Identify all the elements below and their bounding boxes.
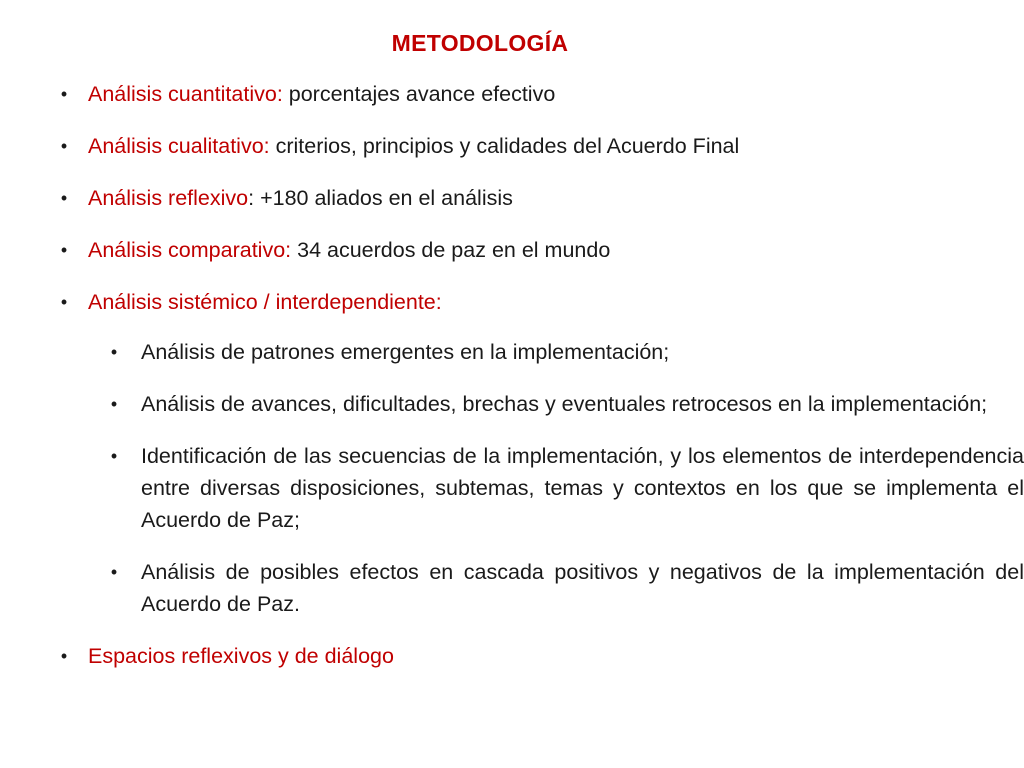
sub-bullet-list [88,336,1024,620]
sub-bullet-item [108,556,1024,620]
bullet-icon: • [110,562,118,582]
sub-bullet-text: Análisis de avances, dificultades, brechas y eventuales retrocesos en la implementación; [141,392,988,416]
bullet-item [58,130,992,162]
sub-bullet-text: Análisis de patrones emergentes en la implementación; [141,340,670,364]
bullet-icon: • [60,84,68,104]
bullet-icon: • [110,342,118,362]
bullet-list [58,78,1024,692]
bullet-icon: • [60,292,68,312]
bullet-icon: • [60,646,68,666]
bullet-label: Análisis sistémico / interdependiente: [88,290,442,314]
sub-bullet-item [108,336,1024,368]
bullet-label: Análisis reflexivo [88,186,249,210]
bullet-item [58,286,1024,620]
bullet-icon: • [60,188,68,208]
bullet-item [58,78,992,110]
bullet-text: criterios, principios y calidades del Acuerdo Final [269,134,740,158]
bullet-icon: • [60,240,68,260]
bullet-item [58,640,992,672]
bullet-icon: • [110,394,118,414]
sub-bullet-item [108,388,1024,420]
sub-bullet-text: Identificación de las secuencias de la implementación, y los elementos de interdependencia entre diversas disposiciones, subtemas, temas y contextos en los que se implementa el Acuerdo de Paz; [141,444,1024,532]
bullet-item [58,182,992,214]
slide-title: METODOLOGÍA [391,30,569,56]
bullet-label: Análisis cualitativo: [88,134,270,158]
bullet-label: Análisis comparativo: [88,238,292,262]
bullet-text: porcentajes avance efectivo [282,82,556,106]
sub-bullet-item [108,440,1024,536]
bullet-item [58,234,992,266]
bullet-label: Espacios reflexivos y de diálogo [88,644,394,668]
bullet-text: 34 acuerdos de paz en el mundo [291,238,611,262]
bullet-icon: • [60,136,68,156]
bullet-icon: • [110,446,118,466]
sub-bullet-text: Análisis de posibles efectos en cascada positivos y negativos de la implementación del Acuerdo de Paz. [141,560,1024,616]
bullet-label: Análisis cuantitativo: [88,82,283,106]
bullet-text: : +180 aliados en el análisis [248,186,513,210]
